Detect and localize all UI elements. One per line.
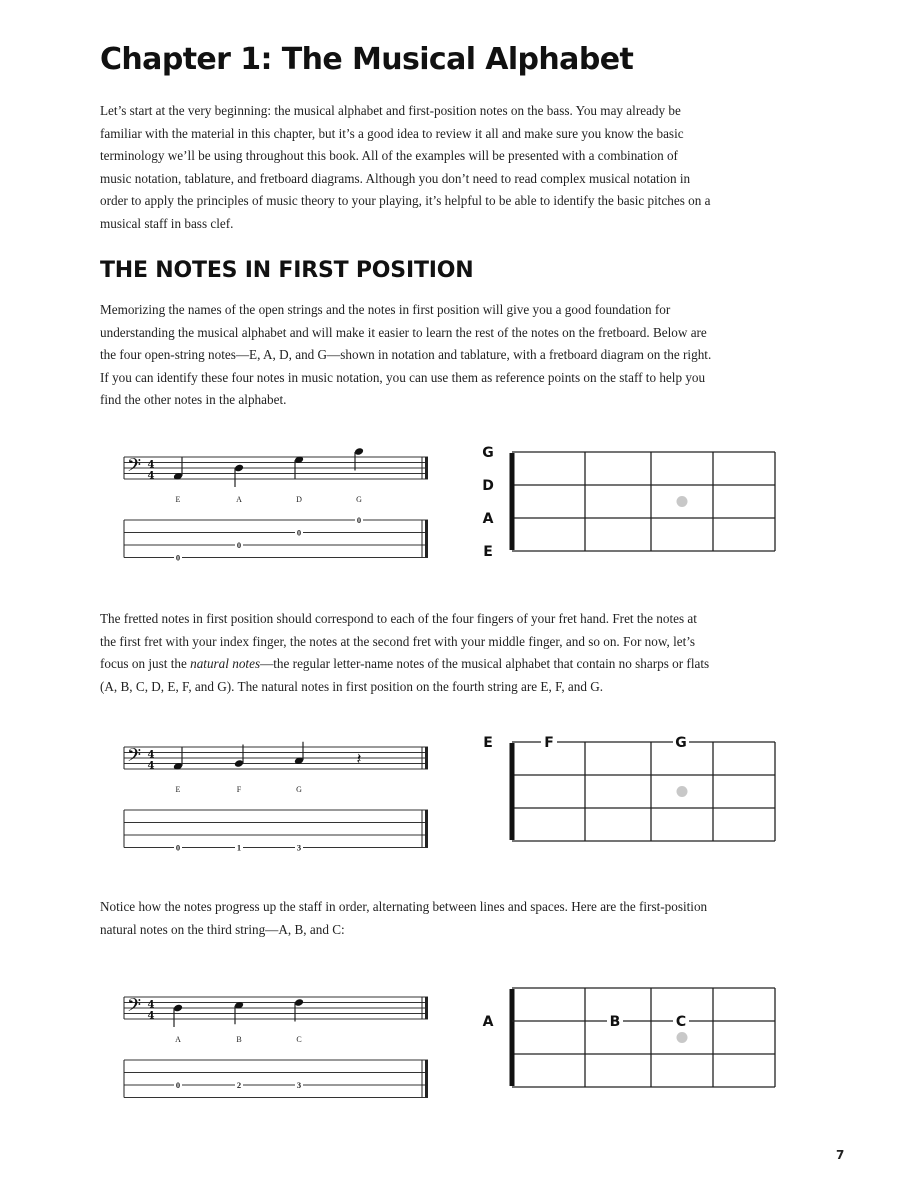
tab-number: 3	[296, 1080, 302, 1090]
tab-number: 1	[236, 842, 242, 853]
staff-and-tab-2	[118, 730, 438, 853]
string-name-label: D	[482, 478, 494, 494]
text-line: natural notes on the third string—A, B, and C:	[100, 921, 345, 937]
page-number: 7	[836, 1148, 845, 1162]
section-title: THE NOTES IN FIRST POSITION	[100, 258, 474, 283]
text-line: Let’s start at the very beginning: the musical alphabet and first-position notes on the bass. You may already be	[100, 103, 681, 118]
time-signature-bottom: 4	[147, 470, 155, 482]
notation-tab-example-3	[118, 980, 438, 1100]
time-signature-bottom: 4	[147, 760, 155, 772]
fret-note-label: B	[609, 1014, 621, 1030]
page-title: Chapter 1: The Musical Alphabet	[100, 42, 634, 77]
string-name-label: A	[482, 511, 494, 527]
note-name-label: F	[236, 785, 242, 794]
time-signature-top: 4	[147, 999, 155, 1011]
text-run: —the regular letter-name notes of the musical alphabet that contain no sharps or flats	[260, 656, 710, 672]
text-line: order to apply the principles of music theory to your playing, it’s helpful to be able to identify the basic pitches on a	[100, 193, 711, 209]
text-line: the first fret with your index finger, the notes at the second fret with your middle finger, and so on. For now, let’s	[100, 633, 696, 649]
fretboard-diagram-1	[470, 440, 790, 570]
tab-number: 0	[175, 842, 181, 853]
tab-number: 3	[296, 842, 302, 853]
fret-note-label: C	[675, 1014, 687, 1030]
note-name-label: G	[356, 495, 362, 504]
notation-tab-example-1	[118, 440, 438, 563]
text-run: focus on just the	[100, 656, 191, 672]
fretboard-diagram-2	[470, 730, 790, 860]
text-line: Memorizing the names of the open strings and the notes in first position will give you a good foundation for	[100, 302, 671, 317]
section-paragraph-3	[100, 896, 805, 941]
emphasis-natural-notes: natural notes	[190, 656, 261, 672]
note-name-label: A	[236, 495, 242, 504]
fret-note-label: G	[675, 735, 687, 751]
text-line: familiar with the material in this chapter, but it’s a good idea to review it all and make sure you know the basic	[100, 125, 684, 141]
bass-clef: 𝄢	[127, 745, 142, 771]
tab-number: 2	[236, 1080, 242, 1090]
notation-tab-example-2	[118, 730, 438, 853]
note-name-label: E	[175, 785, 181, 794]
bass-clef: 𝄢	[127, 995, 142, 1021]
text-line: musical staff in bass clef.	[100, 215, 234, 231]
tab-number: 0	[175, 1080, 181, 1090]
fretboard-1	[470, 440, 790, 570]
text-line: The fretted notes in first position should correspond to each of the four fingers of your fret hand. Fret the notes at	[100, 611, 697, 626]
string-name-label: E	[483, 735, 493, 751]
text-line: understanding the musical alphabet and will make it easier to learn the rest of the notes on the fretboard. Below are	[100, 324, 707, 340]
bass-clef: 𝄢	[127, 455, 142, 481]
fretboard-diagram-3	[470, 976, 790, 1106]
quarter-rest: 𝄽	[356, 749, 362, 768]
fret-marker-dot	[677, 786, 688, 797]
note-name-label: B	[236, 1035, 242, 1044]
fretboard-3	[470, 976, 790, 1106]
fret-marker-dot	[677, 1032, 688, 1043]
string-name-label: G	[482, 445, 494, 461]
fret-note-label: F	[544, 735, 554, 751]
section-paragraph-1	[100, 299, 805, 412]
time-signature-top: 4	[147, 459, 155, 471]
note-name-label: E	[175, 495, 181, 504]
note-name-label: C	[296, 1035, 302, 1044]
string-name-label: A	[482, 1014, 494, 1030]
note-name-label: G	[296, 785, 302, 794]
tab-number: 0	[236, 540, 242, 550]
intro-paragraph	[100, 100, 805, 236]
tab-number: 0	[356, 515, 362, 525]
text-line: Notice how the notes progress up the staff in order, alternating between lines and spaces. Here are the first-position	[100, 899, 708, 914]
text-line	[100, 653, 805, 676]
text-line: music notation, tablature, and fretboard diagrams. Although you don’t need to read complex musical notation in	[100, 170, 691, 186]
time-signature-top: 4	[147, 749, 155, 761]
string-name-label: E	[483, 544, 493, 560]
tab-number: 0	[175, 552, 181, 563]
text-line: (A, B, C, D, E, F, and G). The natural notes in first position on the fourth string are E, F, and G.	[100, 678, 604, 694]
staff-and-tab-3	[118, 980, 438, 1100]
text-line: If you can identify these four notes in music notation, you can use them as reference points on the staff to help you	[100, 369, 706, 385]
note-name-label: D	[296, 495, 302, 504]
text-line: the four open-string notes—E, A, D, and G—shown in notation and tablature, with a fretboard diagram on the right.	[100, 347, 712, 363]
text-line: find the other notes in the alphabet.	[100, 392, 287, 408]
section-paragraph-2	[100, 608, 805, 698]
time-signature-bottom: 4	[147, 1010, 155, 1022]
staff-and-tab-1	[118, 440, 438, 563]
fretboard-2	[470, 730, 790, 860]
tab-number: 0	[296, 527, 302, 538]
note-name-label: A	[175, 1035, 181, 1044]
text-line: terminology we’ll be using throughout this book. All of the examples will be presented with a combination of	[100, 148, 678, 164]
fret-marker-dot	[677, 496, 688, 507]
